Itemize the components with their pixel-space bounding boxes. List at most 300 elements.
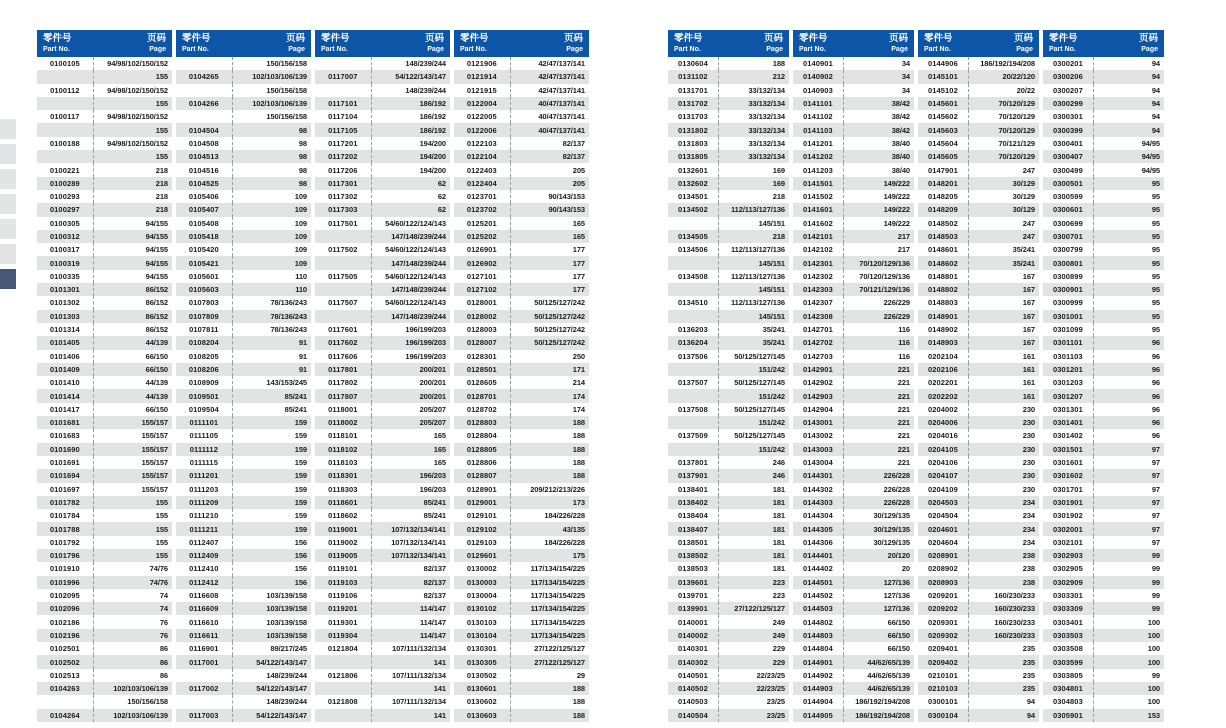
page-cell: 35/241 [1012, 245, 1035, 255]
table-row [176, 669, 311, 682]
page-cell: 95 [1151, 285, 1160, 295]
table-row [315, 296, 450, 309]
page-cell: 35/241 [762, 325, 785, 335]
part-no-cell: 0129103 [454, 536, 511, 549]
part-no-cell: 0121906 [454, 57, 511, 70]
table-row [793, 270, 914, 283]
table-row [1043, 389, 1164, 402]
part-no-cell: 0138502 [668, 549, 719, 562]
part-no-cell: 0101694 [37, 469, 94, 482]
page-cell: 167 [1022, 325, 1035, 335]
part-no-cell: 0122004 [454, 97, 511, 110]
page-cell: 159 [294, 484, 307, 494]
page-cell: 33/132/134 [748, 138, 785, 148]
table-row [37, 70, 172, 83]
table-row [1043, 110, 1164, 123]
page-cell: 40/47/137/141 [538, 99, 585, 109]
page-cell: 175 [572, 551, 585, 561]
table-row [37, 296, 172, 309]
part-no-cell [668, 217, 719, 230]
page-cell: 96 [1151, 378, 1160, 388]
part-no-cell: 0300206 [1043, 70, 1094, 83]
part-no-header-en: Part No. [799, 46, 826, 53]
page-header-zh: 页码 [146, 33, 166, 44]
page-cell: 78/136/243 [270, 311, 307, 321]
part-no-header [924, 33, 953, 54]
table-row [454, 217, 589, 230]
table-row [793, 443, 914, 456]
table-row [918, 522, 1039, 535]
page-cell: 230 [1022, 418, 1035, 428]
part-no-cell: 0111203 [176, 483, 233, 496]
part-no-cell [37, 123, 94, 136]
part-no-cell: 0142703 [793, 350, 844, 363]
part-no-cell: 0204604 [918, 536, 969, 549]
part-no-cell: 0111112 [176, 443, 233, 456]
page-cell: 74/76 [149, 564, 168, 574]
page-cell: 44/62/65/139 [867, 684, 910, 694]
page-cell: 102/103/106/139 [252, 72, 307, 82]
part-no-cell: 0117202 [315, 150, 372, 163]
part-no-cell: 0117302 [315, 190, 372, 203]
table-row [37, 536, 172, 549]
page-cell: 200/201 [419, 391, 446, 401]
page-cell: 70/120/129/136 [859, 271, 910, 281]
table-row [315, 709, 450, 722]
part-no-cell: 0100317 [37, 243, 94, 256]
part-no-cell: 0126901 [454, 243, 511, 256]
page-header-zh: 页码 [285, 33, 305, 44]
part-no-cell: 0137507 [668, 376, 719, 389]
part-no-header-zh: 零件号 [460, 33, 489, 44]
page-cell: 86/152 [145, 325, 168, 335]
table-row [1043, 429, 1164, 442]
part-no-cell: 0300301 [1043, 110, 1094, 123]
page-cell: 90/143/153 [548, 205, 585, 215]
part-no-cell: 0147901 [918, 163, 969, 176]
page-header-en: Page [149, 46, 166, 53]
table-row [668, 163, 789, 176]
part-no-cell: 0143004 [793, 456, 844, 469]
part-no-cell: 0111210 [176, 509, 233, 522]
table-row [1043, 562, 1164, 575]
page-cell: 103/139/158 [266, 630, 307, 640]
part-no-cell: 0145601 [918, 97, 969, 110]
part-no-cell: 0111209 [176, 496, 233, 509]
page-cell: 30/129 [1012, 192, 1035, 202]
table-row [37, 443, 172, 456]
page-cell: 181 [772, 537, 785, 547]
part-no-cell: 0144903 [793, 682, 844, 695]
page-cell: 103/139/158 [266, 604, 307, 614]
page-cell: 145/151 [758, 311, 785, 321]
table-row [315, 483, 450, 496]
table-row [793, 296, 914, 309]
part-no-header-zh: 零件号 [321, 33, 350, 44]
table-row [918, 283, 1039, 296]
part-no-cell: 0131703 [668, 110, 719, 123]
table-row [668, 589, 789, 602]
table-row [918, 403, 1039, 416]
page-cell: 127/136 [883, 577, 910, 587]
part-no-cell: 0101788 [37, 522, 94, 535]
part-no-cell: 0128804 [454, 429, 511, 442]
part-no-cell [37, 695, 94, 708]
table-row [918, 190, 1039, 203]
table-row [37, 190, 172, 203]
page-cell: 54/122/143/147 [256, 684, 307, 694]
table-row [315, 190, 450, 203]
index-rows [918, 57, 1039, 722]
table-row [918, 323, 1039, 336]
page-cell: 205 [572, 165, 585, 175]
edge-tab[interactable] [0, 244, 16, 264]
part-no-cell: 0101405 [37, 336, 94, 349]
part-no-cell: 0148503 [918, 230, 969, 243]
table-row [793, 695, 914, 708]
table-row [918, 629, 1039, 642]
page-cell: 151/242 [758, 391, 785, 401]
part-no-cell: 0116608 [176, 589, 233, 602]
table-row [37, 203, 172, 216]
page-cell: 89/217/245 [270, 644, 307, 654]
part-no-cell: 0144302 [793, 483, 844, 496]
part-no-cell: 0128301 [454, 350, 511, 363]
table-row [176, 536, 311, 549]
table-row [793, 123, 914, 136]
part-no-cell: 0128807 [454, 469, 511, 482]
table-row [1043, 70, 1164, 83]
page-cell: 114/147 [420, 604, 446, 614]
table-row [1043, 629, 1164, 642]
part-no-cell: 0144301 [793, 469, 844, 482]
part-no-cell: 0300104 [918, 709, 969, 722]
page-edge-tabs [0, 119, 16, 289]
page-cell: 159 [294, 497, 307, 507]
table-row [793, 283, 914, 296]
page-cell: 167 [1022, 338, 1035, 348]
part-no-cell [668, 256, 719, 269]
table-row [37, 576, 172, 589]
page-cell: 100 [1147, 617, 1160, 627]
page-cell: 159 [294, 431, 307, 441]
part-no-cell: 0142302 [793, 270, 844, 283]
table-row [793, 323, 914, 336]
table-row [37, 709, 172, 722]
table-row [918, 177, 1039, 190]
table-row [315, 615, 450, 628]
table-row [176, 123, 311, 136]
page-cell: 116 [898, 325, 910, 335]
page-cell: 74/76 [149, 577, 168, 587]
table-row [668, 443, 789, 456]
page-cell: 167 [1022, 271, 1035, 281]
part-no-cell: 0117801 [315, 363, 372, 376]
part-no-cell: 0118002 [315, 416, 372, 429]
page-cell: 249 [772, 630, 785, 640]
part-no-cell: 0119005 [315, 549, 372, 562]
page-cell: 97 [1151, 537, 1160, 547]
page-cell: 226/228 [883, 484, 910, 494]
part-no-cell: 0101417 [37, 403, 94, 416]
part-no-cell: 0102196 [37, 629, 94, 642]
part-no-cell: 0303805 [1043, 669, 1094, 682]
table-row [668, 562, 789, 575]
table-row [176, 84, 311, 97]
page-cell: 94 [1151, 72, 1160, 82]
table-row [315, 576, 450, 589]
page-cell: 153 [1147, 710, 1160, 720]
page-cell: 160/230/233 [994, 591, 1035, 601]
page-header-en: Page [1016, 46, 1033, 53]
edge-tab[interactable] [0, 119, 16, 139]
table-row [37, 350, 172, 363]
table-row [176, 576, 311, 589]
page-cell: 109 [294, 245, 307, 255]
table-row [793, 363, 914, 376]
table-row [176, 350, 311, 363]
part-no-header [182, 33, 211, 54]
table-row [176, 363, 311, 376]
table-row [668, 709, 789, 722]
page-cell: 165 [433, 444, 446, 454]
page-cell: 194/200 [419, 152, 446, 162]
part-no-cell: 0105418 [176, 230, 233, 243]
page-cell: 150/156/158 [127, 697, 168, 707]
table-row [315, 57, 450, 70]
part-no-cell: 0116611 [176, 629, 233, 642]
part-no-cell: 0303401 [1043, 615, 1094, 628]
table-row [668, 509, 789, 522]
table-row [918, 137, 1039, 150]
page-cell: 97 [1151, 471, 1160, 481]
part-no-cell: 0117802 [315, 376, 372, 389]
index-column-2 [176, 30, 311, 722]
table-row [793, 150, 914, 163]
table-row [918, 589, 1039, 602]
table-row [176, 376, 311, 389]
table-row [793, 163, 914, 176]
part-no-header [460, 33, 489, 54]
table-row [37, 323, 172, 336]
table-row [668, 310, 789, 323]
page-cell: 155/157 [141, 444, 168, 454]
page-cell: 155 [155, 537, 168, 547]
table-row [668, 230, 789, 243]
table-row [668, 536, 789, 549]
page-cell: 159 [294, 458, 307, 468]
table-row [1043, 589, 1164, 602]
page-cell: 90/143/153 [548, 192, 585, 202]
table-row [37, 150, 172, 163]
page-cell: 34 [901, 59, 910, 69]
page-cell: 148/239/244 [266, 670, 307, 680]
edge-tab[interactable] [0, 169, 16, 189]
page-cell: 188 [572, 684, 585, 694]
table-row [1043, 522, 1164, 535]
page-cell: 235 [1022, 670, 1035, 680]
page-cell: 85/241 [423, 511, 446, 521]
page-cell: 117/134/154/225 [530, 591, 585, 601]
page-cell: 27/122/125/127 [534, 657, 585, 667]
table-row [793, 429, 914, 442]
page-cell: 247 [1022, 165, 1035, 175]
page-cell: 107/132/134/141 [391, 537, 446, 547]
table-row [454, 110, 589, 123]
edge-tab[interactable] [0, 144, 16, 164]
page-cell: 94/155 [145, 258, 168, 268]
table-row [176, 695, 311, 708]
part-no-cell: 0128702 [454, 403, 511, 416]
table-row [1043, 363, 1164, 376]
column-header [668, 30, 789, 57]
page-header-en: Page [766, 46, 783, 53]
page-cell: 218 [155, 192, 168, 202]
part-no-cell: 0303301 [1043, 589, 1094, 602]
page-cell: 30/129/135 [873, 524, 910, 534]
part-no-cell: 0128003 [454, 323, 511, 336]
page-cell: 98 [298, 138, 307, 148]
table-row [668, 682, 789, 695]
page-cell: 66/150 [145, 364, 168, 374]
part-no-cell: 0123702 [454, 203, 511, 216]
index-column-3 [315, 30, 450, 722]
table-row [793, 97, 914, 110]
page-cell: 110 [295, 285, 307, 295]
page-cell: 127/136 [883, 604, 910, 614]
table-row [176, 709, 311, 722]
table-row [1043, 283, 1164, 296]
page-cell: 155 [155, 524, 168, 534]
page-cell: 95 [1151, 205, 1160, 215]
table-row [37, 496, 172, 509]
table-row [1043, 456, 1164, 469]
table-row [1043, 615, 1164, 628]
page-cell: 95 [1151, 178, 1160, 188]
table-row [668, 137, 789, 150]
part-no-cell: 0130602 [454, 695, 511, 708]
page-cell: 230 [1022, 444, 1035, 454]
part-no-cell: 0118303 [315, 483, 372, 496]
table-row [918, 549, 1039, 562]
part-no-cell: 0100117 [37, 110, 94, 123]
part-no-cell: 0204106 [918, 456, 969, 469]
part-no-cell: 0204107 [918, 469, 969, 482]
part-no-cell: 0101414 [37, 389, 94, 402]
part-no-header-en: Part No. [182, 46, 209, 53]
table-row [793, 483, 914, 496]
part-no-cell: 0144502 [793, 589, 844, 602]
table-row [176, 522, 311, 535]
page-cell: 97 [1151, 511, 1160, 521]
part-no-cell: 0104263 [37, 682, 94, 695]
part-no-cell [668, 310, 719, 323]
page-cell: 20/22/120 [1002, 72, 1035, 82]
part-no-cell: 0138402 [668, 496, 719, 509]
page-cell: 100 [1147, 684, 1160, 694]
table-row [918, 469, 1039, 482]
table-row [793, 310, 914, 323]
table-row [37, 589, 172, 602]
page-cell: 155 [155, 99, 168, 109]
part-no-cell: 0119101 [315, 562, 372, 575]
part-no-header-en: Part No. [1049, 46, 1076, 53]
table-row [176, 629, 311, 642]
table-row [668, 97, 789, 110]
table-row [793, 496, 914, 509]
table-row [37, 230, 172, 243]
page-cell: 22/23/25 [756, 670, 785, 680]
table-row [37, 655, 172, 668]
page-cell: 96 [1151, 391, 1160, 401]
table-row [668, 522, 789, 535]
page-cell: 112/113/127/136 [731, 205, 785, 215]
part-no-cell: 0101996 [37, 576, 94, 589]
table-row [668, 483, 789, 496]
table-row [176, 416, 311, 429]
page-cell: 54/60/122/124/143 [385, 298, 446, 308]
table-row [918, 310, 1039, 323]
part-no-cell: 0104504 [176, 123, 233, 136]
table-row [793, 562, 914, 575]
part-no-cell: 0119201 [315, 602, 372, 615]
page-cell: 102/103/106/139 [113, 710, 168, 720]
edge-tab-active[interactable] [0, 269, 16, 289]
part-no-cell: 0130604 [668, 57, 719, 70]
page-cell: 127/136 [883, 591, 910, 601]
table-row [176, 509, 311, 522]
page-cell: 95 [1151, 311, 1160, 321]
table-row [315, 217, 450, 230]
table-row [918, 496, 1039, 509]
page-cell: 44/62/65/139 [867, 657, 910, 667]
part-no-cell: 0148802 [918, 283, 969, 296]
table-row [37, 522, 172, 535]
table-row [1043, 177, 1164, 190]
page-cell: 82/137 [423, 591, 446, 601]
page-cell: 221 [897, 431, 910, 441]
page-cell: 38/42 [891, 99, 910, 109]
table-row [793, 376, 914, 389]
page-cell: 95 [1151, 325, 1160, 335]
table-row [176, 323, 311, 336]
part-no-cell: 0117104 [315, 110, 372, 123]
part-no-cell [176, 57, 233, 70]
page-cell: 95 [1151, 218, 1160, 228]
page-cell: 42/47/137/141 [538, 72, 585, 82]
page-cell: 50/125/127/145 [734, 378, 785, 388]
table-row [668, 695, 789, 708]
page-cell: 97 [1151, 524, 1160, 534]
edge-tab[interactable] [0, 219, 16, 239]
table-row [176, 456, 311, 469]
part-no-cell: 0127102 [454, 283, 511, 296]
table-row [315, 655, 450, 668]
page-cell: 229 [772, 657, 785, 667]
edge-tab[interactable] [0, 194, 16, 214]
page-cell: 103/139/158 [266, 617, 307, 627]
table-row [1043, 57, 1164, 70]
table-row [1043, 709, 1164, 722]
part-no-cell: 0144802 [793, 615, 844, 628]
page-cell: 94/155 [145, 245, 168, 255]
table-row [176, 190, 311, 203]
page-cell: 161 [1022, 364, 1035, 374]
table-row [315, 429, 450, 442]
page-cell: 107/132/134/141 [391, 551, 446, 561]
page-cell: 196/203 [419, 484, 446, 494]
part-no-cell: 0204504 [918, 509, 969, 522]
